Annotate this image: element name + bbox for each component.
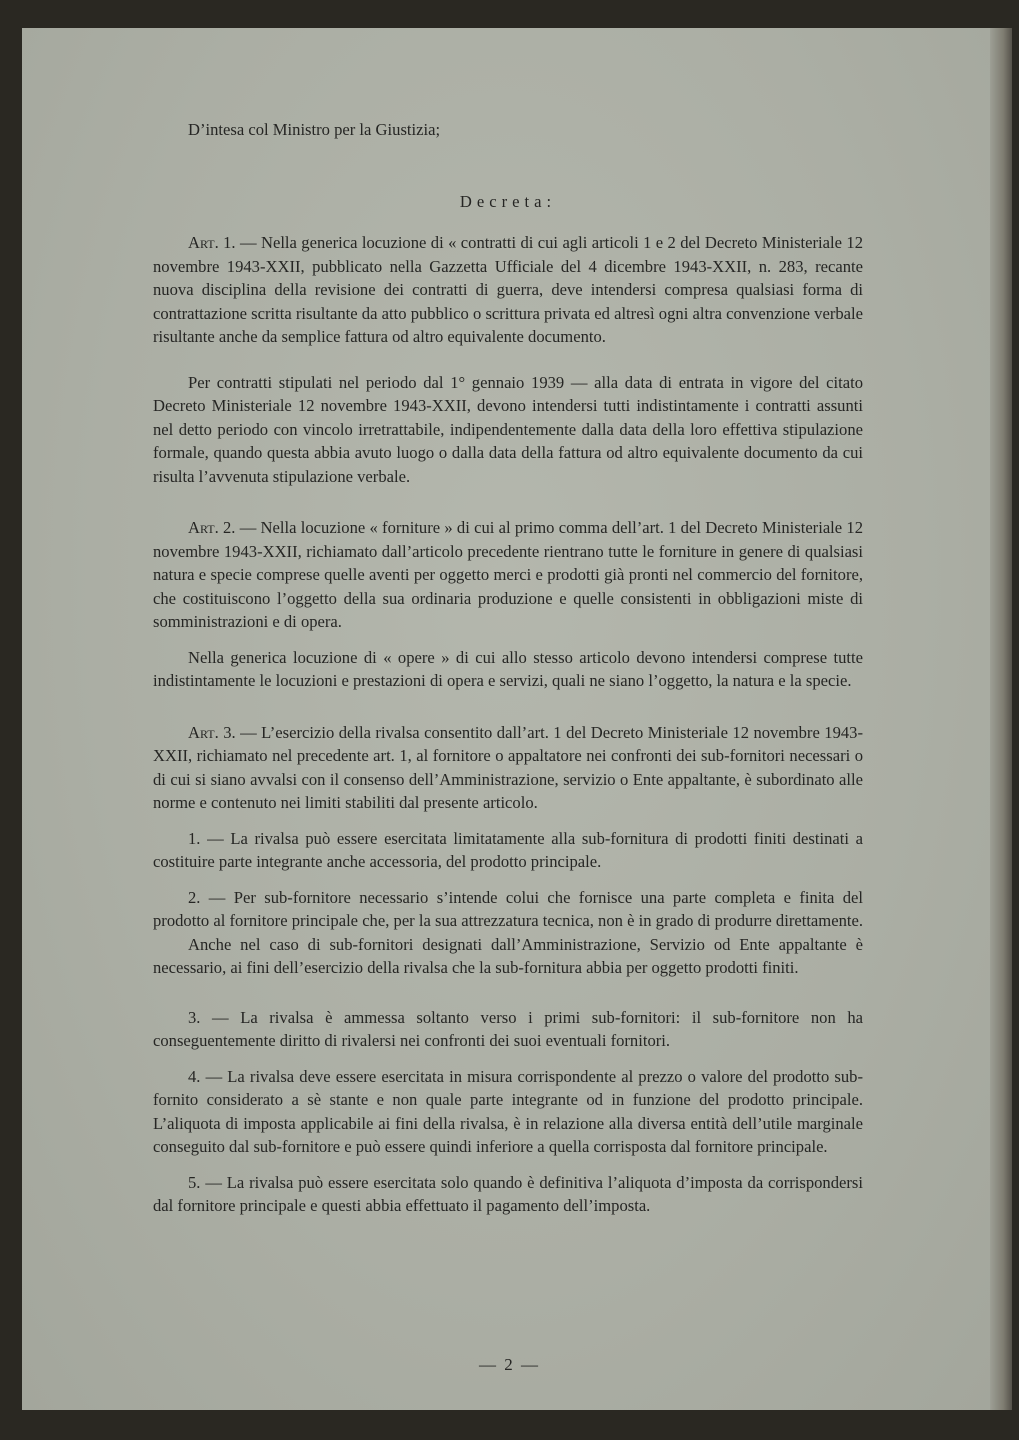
clause-4 (153, 1065, 863, 1159)
article-2-paragraph (153, 516, 863, 634)
article-1-second-paragraph (153, 371, 863, 489)
article-label: Art. 3. (188, 722, 236, 742)
article-label: Art. 1. (188, 233, 236, 252)
article-2-second-paragraph (153, 646, 863, 693)
paragraph-text: Per contratti stipulati nel periodo dal 1° gennaio 1939 — alla data di entrata in vigore del citato Decreto Ministeriale 12 novembre 1943-XXII, devono intendersi tutti indistintamente i contratti assunti nel detto periodo con vincolo irretrattabile, indipendentemente dalla data della loro effettiva stipulazione formale, quando questa abbia avuto luogo o dalla data della fattura od altro equivalente documento da cui risulta l’avvenuta stipulazione verbale. (153, 372, 863, 486)
intro-line: D’intesa col Ministro per la Giustizia; (188, 120, 441, 139)
binding-edge (990, 28, 1012, 1410)
article-3-paragraph (153, 721, 863, 815)
article-1-paragraph (153, 231, 863, 349)
paragraph-text: — Nella locuzione « forniture » di cui al primo comma dell’art. 1 del Decreto Ministeriale 12 novembre 1943-XXII, richiamato dall’articolo precedente rientrano tutte le forniture in genere di qualsiasi natura e specie comprese quelle aventi per oggetto merci e prodotti già pronti nel commercio del fornitore, che costituiscono l’oggetto della sua ordinaria produzione e quelle consistenti in obbligazioni miste di somministrazioni e di opera. (153, 518, 864, 631)
paragraph-text: 1. — La rivalsa può essere esercitata limitatamente alla sub-fornitura di prodotti finiti destinati a costituire parte integrante anche accessoria, del prodotto principale. (153, 828, 863, 871)
paragraph-text: 5. — La rivalsa può essere esercitata solo quando è definitiva l’aliquota d’imposta da corrispondersi dal fornitore principale e questi abbia effettuato il pagamento dell’imposta. (153, 1172, 863, 1215)
clause-2-continuation (153, 933, 863, 980)
clause-2 (153, 886, 863, 933)
clause-5 (153, 1171, 863, 1218)
decree-heading: Decreta: (459, 191, 557, 211)
article-label: Art. 2. (188, 518, 236, 537)
paragraph-text: — L’esercizio della rivalsa consentito dall’art. 1 del Decreto Ministeriale 12 novembre 1943-XXII, richiamato nel precedente art. 1, al fornitore o appaltatore nei confronti dei sub-fornitori necessari o di cui si siano avvalsi con il consenso dell’Amministrazione, servizio o Ente appaltante, è subordinato alle norme e contenuto nei limiti stabiliti dal presente articolo. (153, 722, 863, 812)
paragraph-text: Anche nel caso di sub-fornitori designati dall’Amministrazione, Servizio od Ente appaltante è necessario, ai fini dell’esercizio della rivalsa che la sub-fornitura abbia per oggetto prodotti finiti. (153, 934, 863, 977)
document-body (153, 118, 863, 1218)
paragraph-text: Nella generica locuzione di « opere » di cui allo stesso articolo devono intendersi comprese tutte indistintamente le locuzioni e prestazioni di opera e servizi, quali ne siano l’oggetto, la natura e la specie. (153, 647, 863, 690)
paragraph-text: — Nella generica locuzione di « contratti di cui agli articoli 1 e 2 del Decreto Ministeriale 12 novembre 1943-XXII, pubblicato nella Gazzetta Ufficiale del 4 dicembre 1943-XXII, n. 283, recante nuova disciplina della revisione dei contratti di guerra, deve intendersi compresa qualsiasi forma di contrattazione scritta risultante da atto pubblico o scrittura privata ed altresì ogni altra convenzione verbale risultante anche da semplice fattura od altro equivalente documento. (153, 233, 863, 346)
clause-3 (153, 1006, 863, 1053)
clause-1 (153, 827, 863, 874)
paragraph-text: 4. — La rivalsa deve essere esercitata in misura corrispondente al prezzo o valore del prodotto sub-fornito considerato a sè stante e non quale parte integrante od in funzione del prodotto principale. L’aliquota di imposta applicabile ai fini della rivalsa, è in relazione alla diversa entità dell’utile marginale conseguito dal sub-fornitore e può essere quindi inferiore a quella corrisposta dal fornitore principale. (153, 1066, 863, 1156)
paragraph-text: 3. — La rivalsa è ammessa soltanto verso i primi sub-fornitori: il sub-fornitore non ha conseguentemente diritto di rivalersi nei confronti dei suoi eventuali fornitori. (153, 1007, 863, 1050)
paragraph-text: 2. — Per sub-fornitore necessario s’intende colui che fornisce una parte completa e finita del prodotto al fornitore principale che, per la sua attrezzatura tecnica, non è in grado di produrre direttamente. (153, 887, 863, 930)
page-number: — 2 — (479, 1355, 540, 1374)
